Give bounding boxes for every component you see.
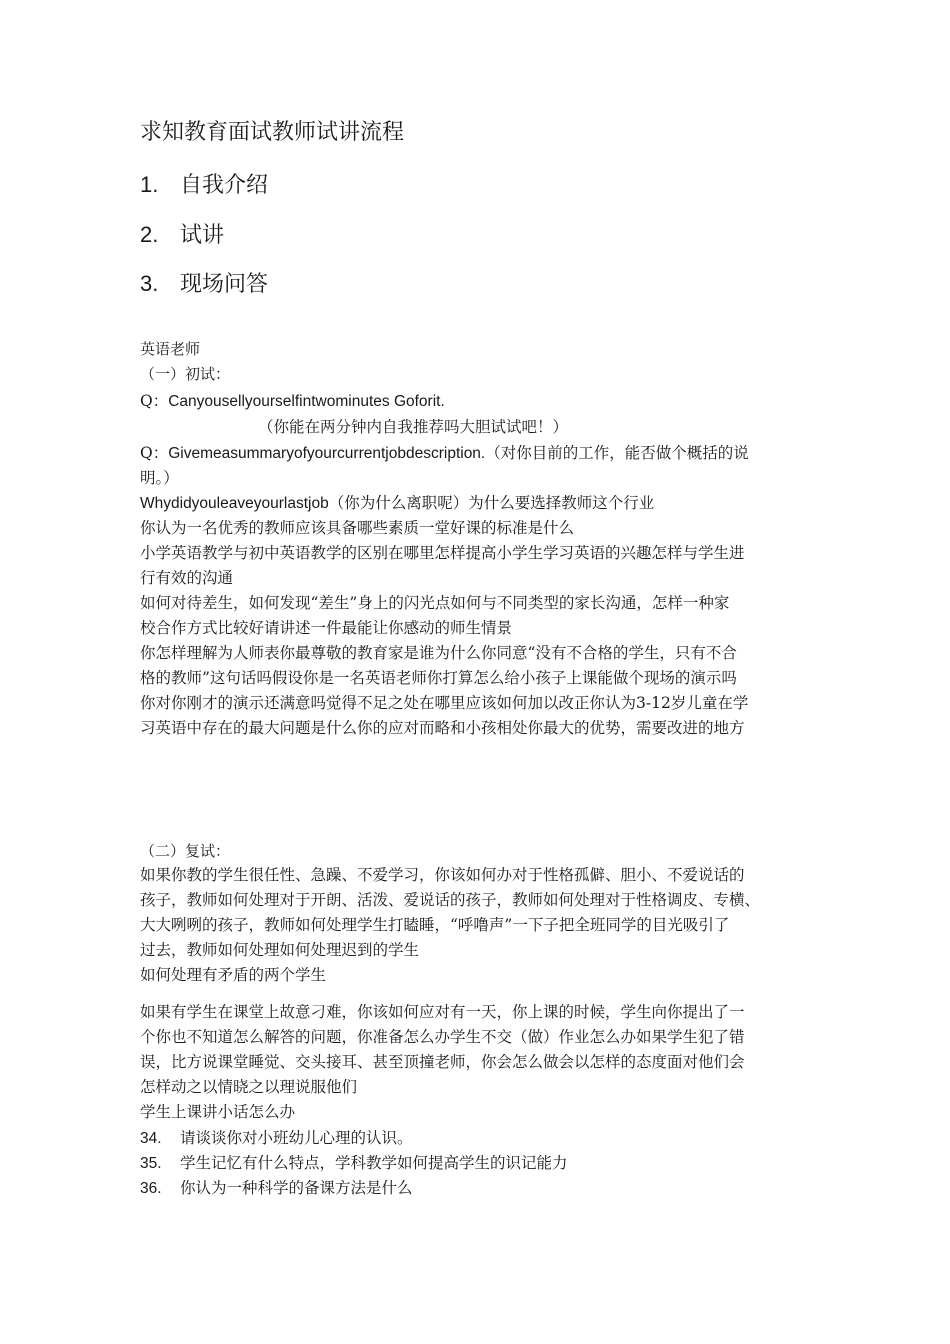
step-item [140, 220, 224, 251]
question-text: （你为什么离职呢）为什么要选择教师这个行业 [328, 494, 655, 512]
question-line: 你怎样理解为人师表你最尊敬的教育家是谁为什么你同意“没有不合格的学生，只有不合 [140, 644, 737, 662]
question-line: 过去，教师如何处理如何处理迟到的学生 [140, 941, 420, 959]
question-line: 如何处理有矛盾的两个学生 [140, 966, 327, 984]
question-number: 34. [140, 1130, 162, 1147]
question-number: 35. [140, 1155, 162, 1172]
step-number: 3. [140, 271, 159, 296]
question-english: Whydidyouleaveyourlastjob [140, 495, 329, 512]
first-round-heading: （一）初试： [140, 365, 231, 383]
question-english: Givemeasummaryofyourcurrentjobdescription. [168, 445, 486, 462]
question-line: 小学英语教学与初中英语教学的区别在哪里怎样提高小学生学习英语的兴趣怎样与学生进 [140, 544, 745, 562]
numbered-question [140, 1127, 413, 1150]
question-line: 习英语中存在的最大问题是什么你的应对而略和小孩相处你最大的优势，需要改进的地方 [140, 719, 745, 737]
question-line: 大大咧咧的孩子，教师如何处理学生打瞌睡，“呼噜声”一下子把全班同学的目光吸引了 [140, 916, 730, 934]
question-line: 格的教师”这句话吗假设你是一名英语老师你打算怎么给小孩子上课能做个现场的演示吗 [140, 669, 737, 687]
question-line: 校合作方式比较好请讲述一件最能让你感动的师生情景 [140, 619, 513, 637]
question-prefix: Q： [140, 392, 169, 410]
question-line: 个你也不知道怎么解答的问题，你准备怎么办学生不交（做）作业怎么办如果学生犯了错 [140, 1028, 745, 1046]
question-line: 你认为一名优秀的教师应该具备哪些素质一堂好课的标准是什么 [140, 519, 575, 537]
question-line: 行有效的沟通 [140, 569, 234, 587]
step-number: 2. [140, 222, 159, 247]
question-translation: （对你目前的工作，能否做个概括的说 [485, 444, 749, 462]
step-item [140, 269, 268, 300]
question-line: 怎样动之以情晓之以理说服他们 [140, 1078, 358, 1096]
document-title: 求知教育面试教师试讲流程 [140, 120, 405, 145]
question-line: 孩子，教师如何处理对于开朗、活泼、爱说话的孩子，教师如何处理对于性格调皮、专横、 [140, 891, 761, 909]
question-number: 36. [140, 1180, 162, 1197]
section-label: 英语老师 [140, 340, 201, 358]
question-line [140, 442, 749, 465]
question-line: 误，比方说课堂睡觉、交头接耳、甚至顶撞老师，你会怎么做会以怎样的态度面对他们会 [140, 1053, 745, 1071]
second-round-heading: （二）复试： [140, 842, 231, 860]
question-line: 学生上课讲小话怎么办 [140, 1103, 296, 1121]
question-line: 如果有学生在课堂上故意刁难，你该如何应对有一天，你上课的时候，学生向你提出了一 [140, 1003, 745, 1021]
question-continuation: 明。） [140, 469, 179, 487]
question-prefix: Q： [140, 444, 169, 462]
question-line [140, 492, 654, 515]
step-text: 现场问答 [180, 272, 269, 297]
step-text: 试讲 [180, 223, 225, 248]
question-line: 如何对待差生，如何发现“差生”身上的闪光点如何与不同类型的家长沟通，怎样一种家 [140, 594, 730, 612]
question-line: 如果你教的学生很任性、急躁、不爱学习，你该如何办对于性格孤僻、胆小、不爱说话的 [140, 866, 745, 884]
step-text: 自我介绍 [180, 173, 269, 198]
step-item [140, 170, 268, 201]
question-line [140, 390, 445, 413]
question-english: Canyousellyourselfintwominutes Goforit. [168, 393, 445, 410]
numbered-question [140, 1177, 413, 1200]
question-translation: （你能在两分钟内自我推荐吗大胆试试吧！） [258, 418, 569, 436]
question-text: 请谈谈你对小班幼儿心理的认识。 [180, 1129, 413, 1147]
step-number: 1. [140, 172, 159, 197]
question-text: 学生记忆有什么特点，学科教学如何提高学生的识记能力 [180, 1154, 568, 1172]
question-text: 你认为一种科学的备课方法是什么 [180, 1179, 413, 1197]
question-line: 你对你刚才的演示还满意吗觉得不足之处在哪里应该如何加以改正你认为3-12岁儿童在学 [140, 694, 749, 712]
numbered-question [140, 1152, 568, 1175]
